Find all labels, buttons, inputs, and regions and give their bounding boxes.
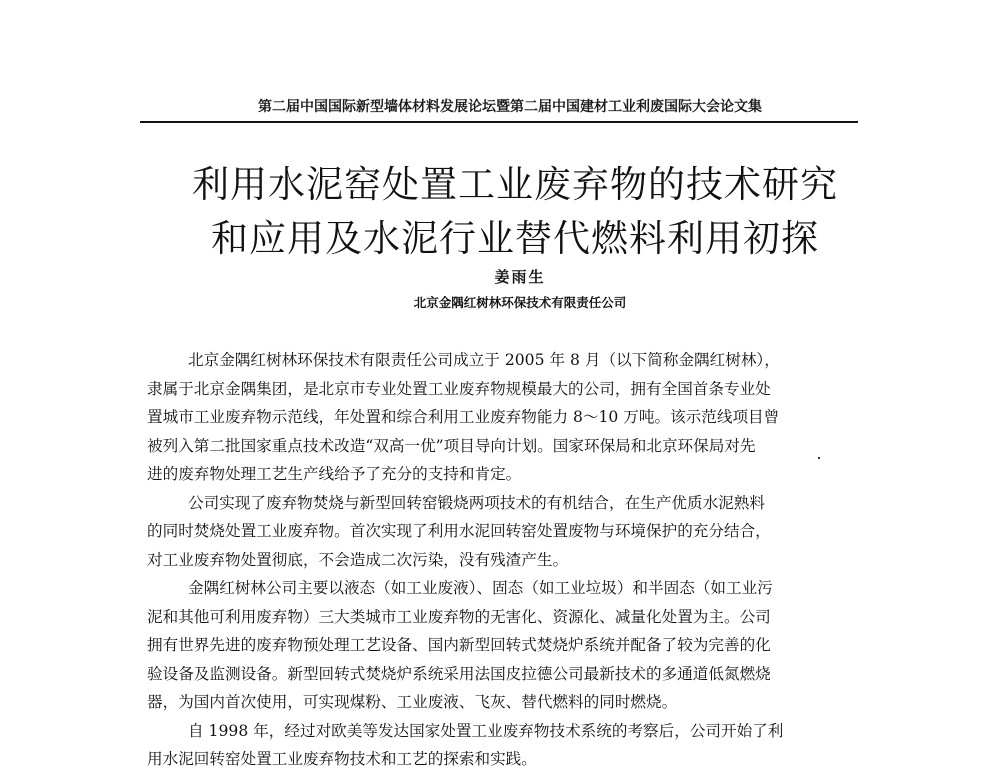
- body-line-3: 置城市工业废弃物示范线，年处置和综合利用工业废弃物能力 8～10 万吨。该示范线项目曾: [147, 408, 780, 426]
- body-line-1: 北京金隅红树林环保技术有限责任公司成立于 2005 年 8 月（以下简称金隅红树林），: [188, 351, 780, 369]
- body-line-2: 隶属于北京金隅集团，是北京市专业处置工业废弃物规模最大的公司，拥有全国首条专业处: [147, 379, 771, 398]
- body-line-8: 对工业废弃物处置彻底，不会造成二次污染，没有残渣产生。: [147, 550, 569, 569]
- body-line-15: 用水泥回转窑处置工业废弃物技术和工艺的探索和实践。: [147, 750, 537, 768]
- body-line-13: 器，为国内首次使用，可实现煤粉、工业废液、飞灰、替代燃料的同时燃烧。: [147, 693, 678, 711]
- running-header: 第二届中国国际新型墙体材料发展论坛暨第二届中国建材工业利废国际大会论文集: [258, 99, 762, 115]
- body-line-4: 被列入第二批国家重点技术改造“双高一优”项目导向计划。国家环保局和北京环保局对先: [147, 436, 756, 455]
- scan-speck: [818, 457, 820, 459]
- body-line-14: 自 1998 年，经过对欧美等发达国家处置工业废弃物技术系统的考察后，公司开始了利: [188, 721, 784, 740]
- title-line-1: 利用水泥窑处置工业废弃物的技术研究: [192, 163, 838, 206]
- body-line-6: 公司实现了废弃物焚烧与新型回转窑锻烧两项技术的有机结合，在生产优质水泥熟料: [188, 493, 765, 512]
- body-line-5: 进的废弃物处理工艺生产线给予了充分的支持和肯定。: [147, 465, 522, 483]
- body-line-7: 的同时焚烧处置工业废弃物。首次实现了利用水泥回转窑处置废物与环境保护的充分结合，: [147, 522, 771, 540]
- author: 姜雨生: [494, 268, 546, 286]
- header-rule: [140, 121, 858, 123]
- body-line-9: 金隅红树林公司主要以液态（如工业废液）、固态（如工业垃圾）和半固态（如工业污: [188, 579, 773, 597]
- affiliation: 北京金隅红树林环保技术有限责任公司: [413, 295, 627, 310]
- body-line-12: 验设备及监测设备。新型回转式焚烧炉系统采用法国皮拉德公司最新技术的多通道低氮燃烧: [147, 664, 771, 683]
- body-text: [147, 346, 865, 774]
- title-line-2: 和应用及水泥行业替代燃料利用初探: [211, 217, 819, 260]
- body-line-11: 拥有世界先进的废弃物预处理工艺设备、国内新型回转式焚烧炉系统并配备了较为完善的化: [147, 636, 771, 654]
- body-line-10: 泥和其他可利用废弃物）三大类城市工业废弃物的无害化、资源化、减量化处置为主。公司: [147, 607, 771, 626]
